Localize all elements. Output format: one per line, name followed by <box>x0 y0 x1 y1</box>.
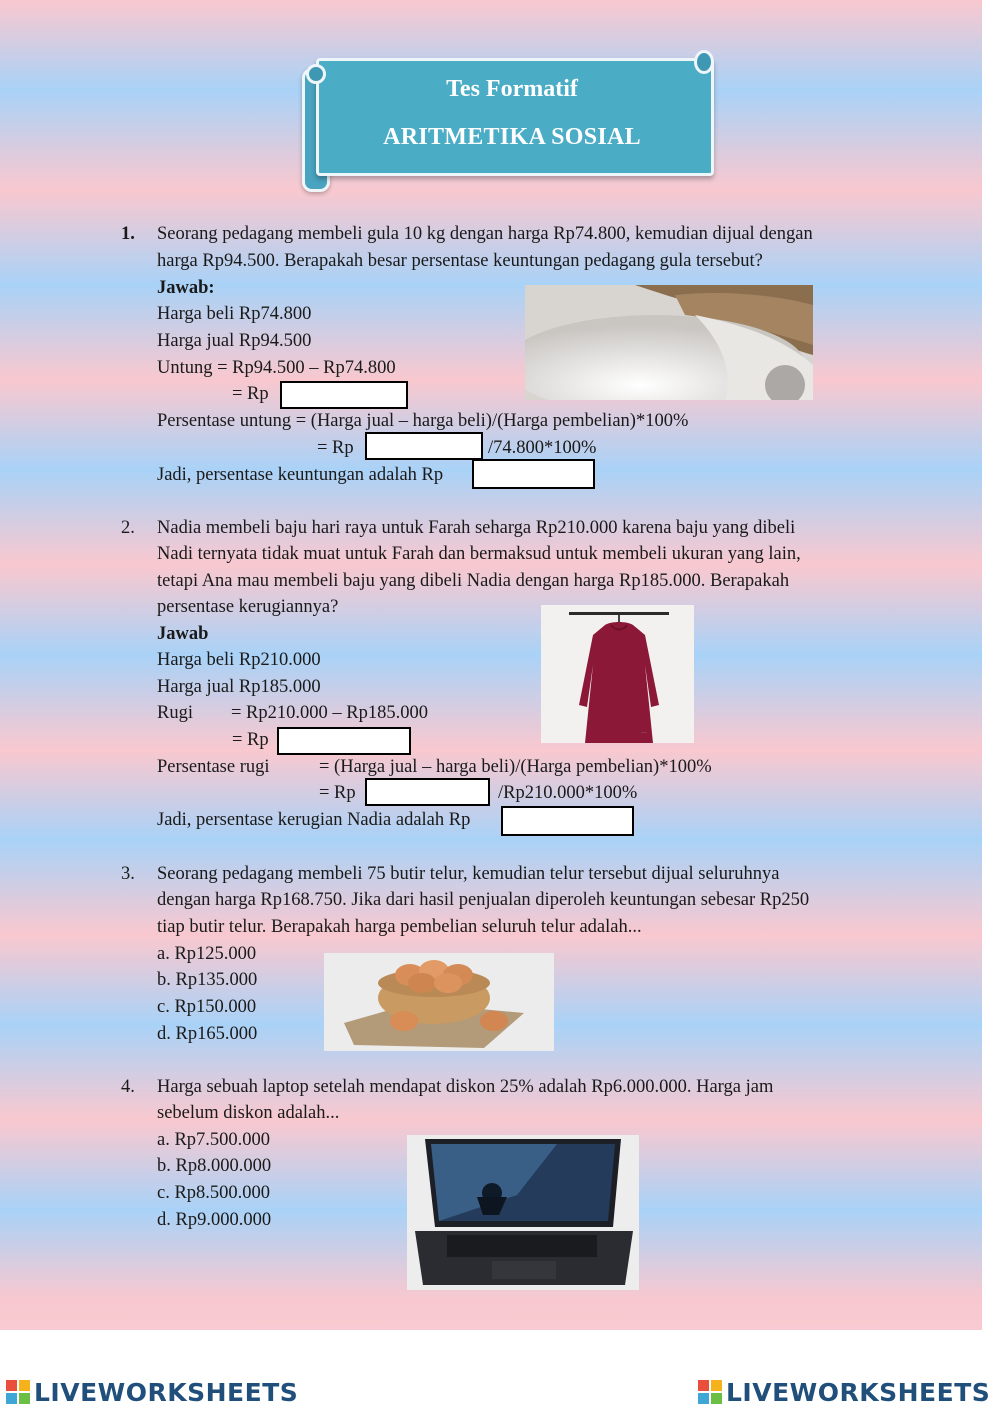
q1-percent-eq: = Rp <box>317 438 354 458</box>
q2-text: tetapi Ana mau membeli baju yang dibeli Nadia dengan harga Rp185.000. Berapakah <box>157 571 790 591</box>
q4-option-a[interactable]: a. Rp7.500.000 <box>157 1130 271 1150</box>
q3-text: Seorang pedagang membeli 75 butir telur, kemudian telur tersebut dijual seluruhnya <box>157 864 780 884</box>
q2-loss-formula: = Rp210.000 – Rp185.000 <box>231 703 428 723</box>
q3-option-a[interactable]: a. Rp125.000 <box>157 944 257 964</box>
q1-sell: Harga jual Rp94.500 <box>157 331 312 351</box>
q1-percent-formula: Persentase untung = (Harga jual – harga beli)/(Harga pembelian)*100% <box>157 411 689 431</box>
q1-profit-result: = Rp <box>232 384 269 404</box>
q2-final-input[interactable] <box>501 806 634 836</box>
q2-buy: Harga beli Rp210.000 <box>157 650 321 670</box>
q2-sell: Harga jual Rp185.000 <box>157 677 321 697</box>
footer-brand-left: LIVEWORKSHEETS <box>6 1378 298 1407</box>
q2-loss-label: Rugi <box>157 703 193 723</box>
q2-percent-label: Persentase rugi <box>157 757 270 777</box>
q3-option-d[interactable]: d. Rp165.000 <box>157 1024 258 1044</box>
q1-final-input[interactable] <box>472 459 595 489</box>
q1-buy: Harga beli Rp74.800 <box>157 304 312 324</box>
q3-text: dengan harga Rp168.750. Jika dari hasil penjualan diperoleh keuntungan sebesar Rp250 <box>157 890 810 910</box>
q1-percent-tail: /74.800*100% <box>488 438 597 458</box>
q2-number: 2. <box>121 518 135 538</box>
q2-answer-label: Jawab <box>157 624 209 644</box>
liveworksheets-logo-icon <box>6 1380 30 1404</box>
q1-conclusion: Jadi, persentase keuntungan adalah Rp <box>157 465 444 485</box>
scroll-curl-icon <box>694 50 714 74</box>
q2-percent-formula: = (Harga jual – harga beli)/(Harga pembelian)*100% <box>319 757 712 777</box>
q2-conclusion: Jadi, persentase kerugian Nadia adalah Rp <box>157 810 471 830</box>
q2-text: Nadi ternyata tidak muat untuk Farah dan bermaksud untuk membeli ukuran yang lain, <box>157 544 801 564</box>
svg-text:···: ··· <box>641 730 647 737</box>
q3-text: tiap butir telur. Berapakah harga pembelian seluruh telur adalah... <box>157 917 642 937</box>
q4-option-b[interactable]: b. Rp8.000.000 <box>157 1156 272 1176</box>
q4-number: 4. <box>121 1077 135 1097</box>
q1-number: 1. <box>121 224 135 244</box>
q3-option-b[interactable]: b. Rp135.000 <box>157 970 258 990</box>
q2-percent-tail: /Rp210.000*100% <box>498 783 638 803</box>
q4-option-c[interactable]: c. Rp8.500.000 <box>157 1183 271 1203</box>
q4-text: Harga sebuah laptop setelah mendapat diskon 25% adalah Rp6.000.000. Harga jam <box>157 1077 774 1097</box>
q2-percent-eq: = Rp <box>319 783 356 803</box>
q4-text: sebelum diskon adalah... <box>157 1103 340 1123</box>
q1-profit-formula: Untung = Rp94.500 – Rp74.800 <box>157 358 396 378</box>
q1-text: Seorang pedagang membeli gula 10 kg dengan harga Rp74.800, kemudian dijual dengan <box>157 224 813 244</box>
q2-text: persentase kerugiannya? <box>157 597 339 617</box>
q2-loss-input[interactable] <box>277 727 411 755</box>
eggs-bowl-image <box>324 953 554 1051</box>
dress-image <box>541 605 694 743</box>
q2-loss-result: = Rp <box>232 730 269 750</box>
banner-subtitle: ARITMETIKA SOSIAL <box>383 124 641 150</box>
q1-percent-input[interactable] <box>365 432 483 460</box>
q3-number: 3. <box>121 864 135 884</box>
q1-profit-input[interactable] <box>280 381 408 409</box>
banner-title: Tes Formatif <box>446 76 578 102</box>
footer-brand-right: LIVEWORKSHEETS <box>698 1378 990 1407</box>
q4-option-d[interactable]: d. Rp9.000.000 <box>157 1210 272 1230</box>
sugar-sack-image <box>525 285 813 400</box>
laptop-image <box>407 1135 639 1290</box>
q2-text: Nadia membeli baju hari raya untuk Farah seharga Rp210.000 karena baju yang dibeli <box>157 518 796 538</box>
q1-text: harga Rp94.500. Berapakah besar persentase keuntungan pedagang gula tersebut? <box>157 251 763 271</box>
liveworksheets-logo-icon <box>698 1380 722 1404</box>
q1-answer-label: Jawab: <box>157 278 215 298</box>
q2-percent-input[interactable] <box>365 778 490 806</box>
title-banner <box>302 50 714 188</box>
q3-option-c[interactable]: c. Rp150.000 <box>157 997 257 1017</box>
